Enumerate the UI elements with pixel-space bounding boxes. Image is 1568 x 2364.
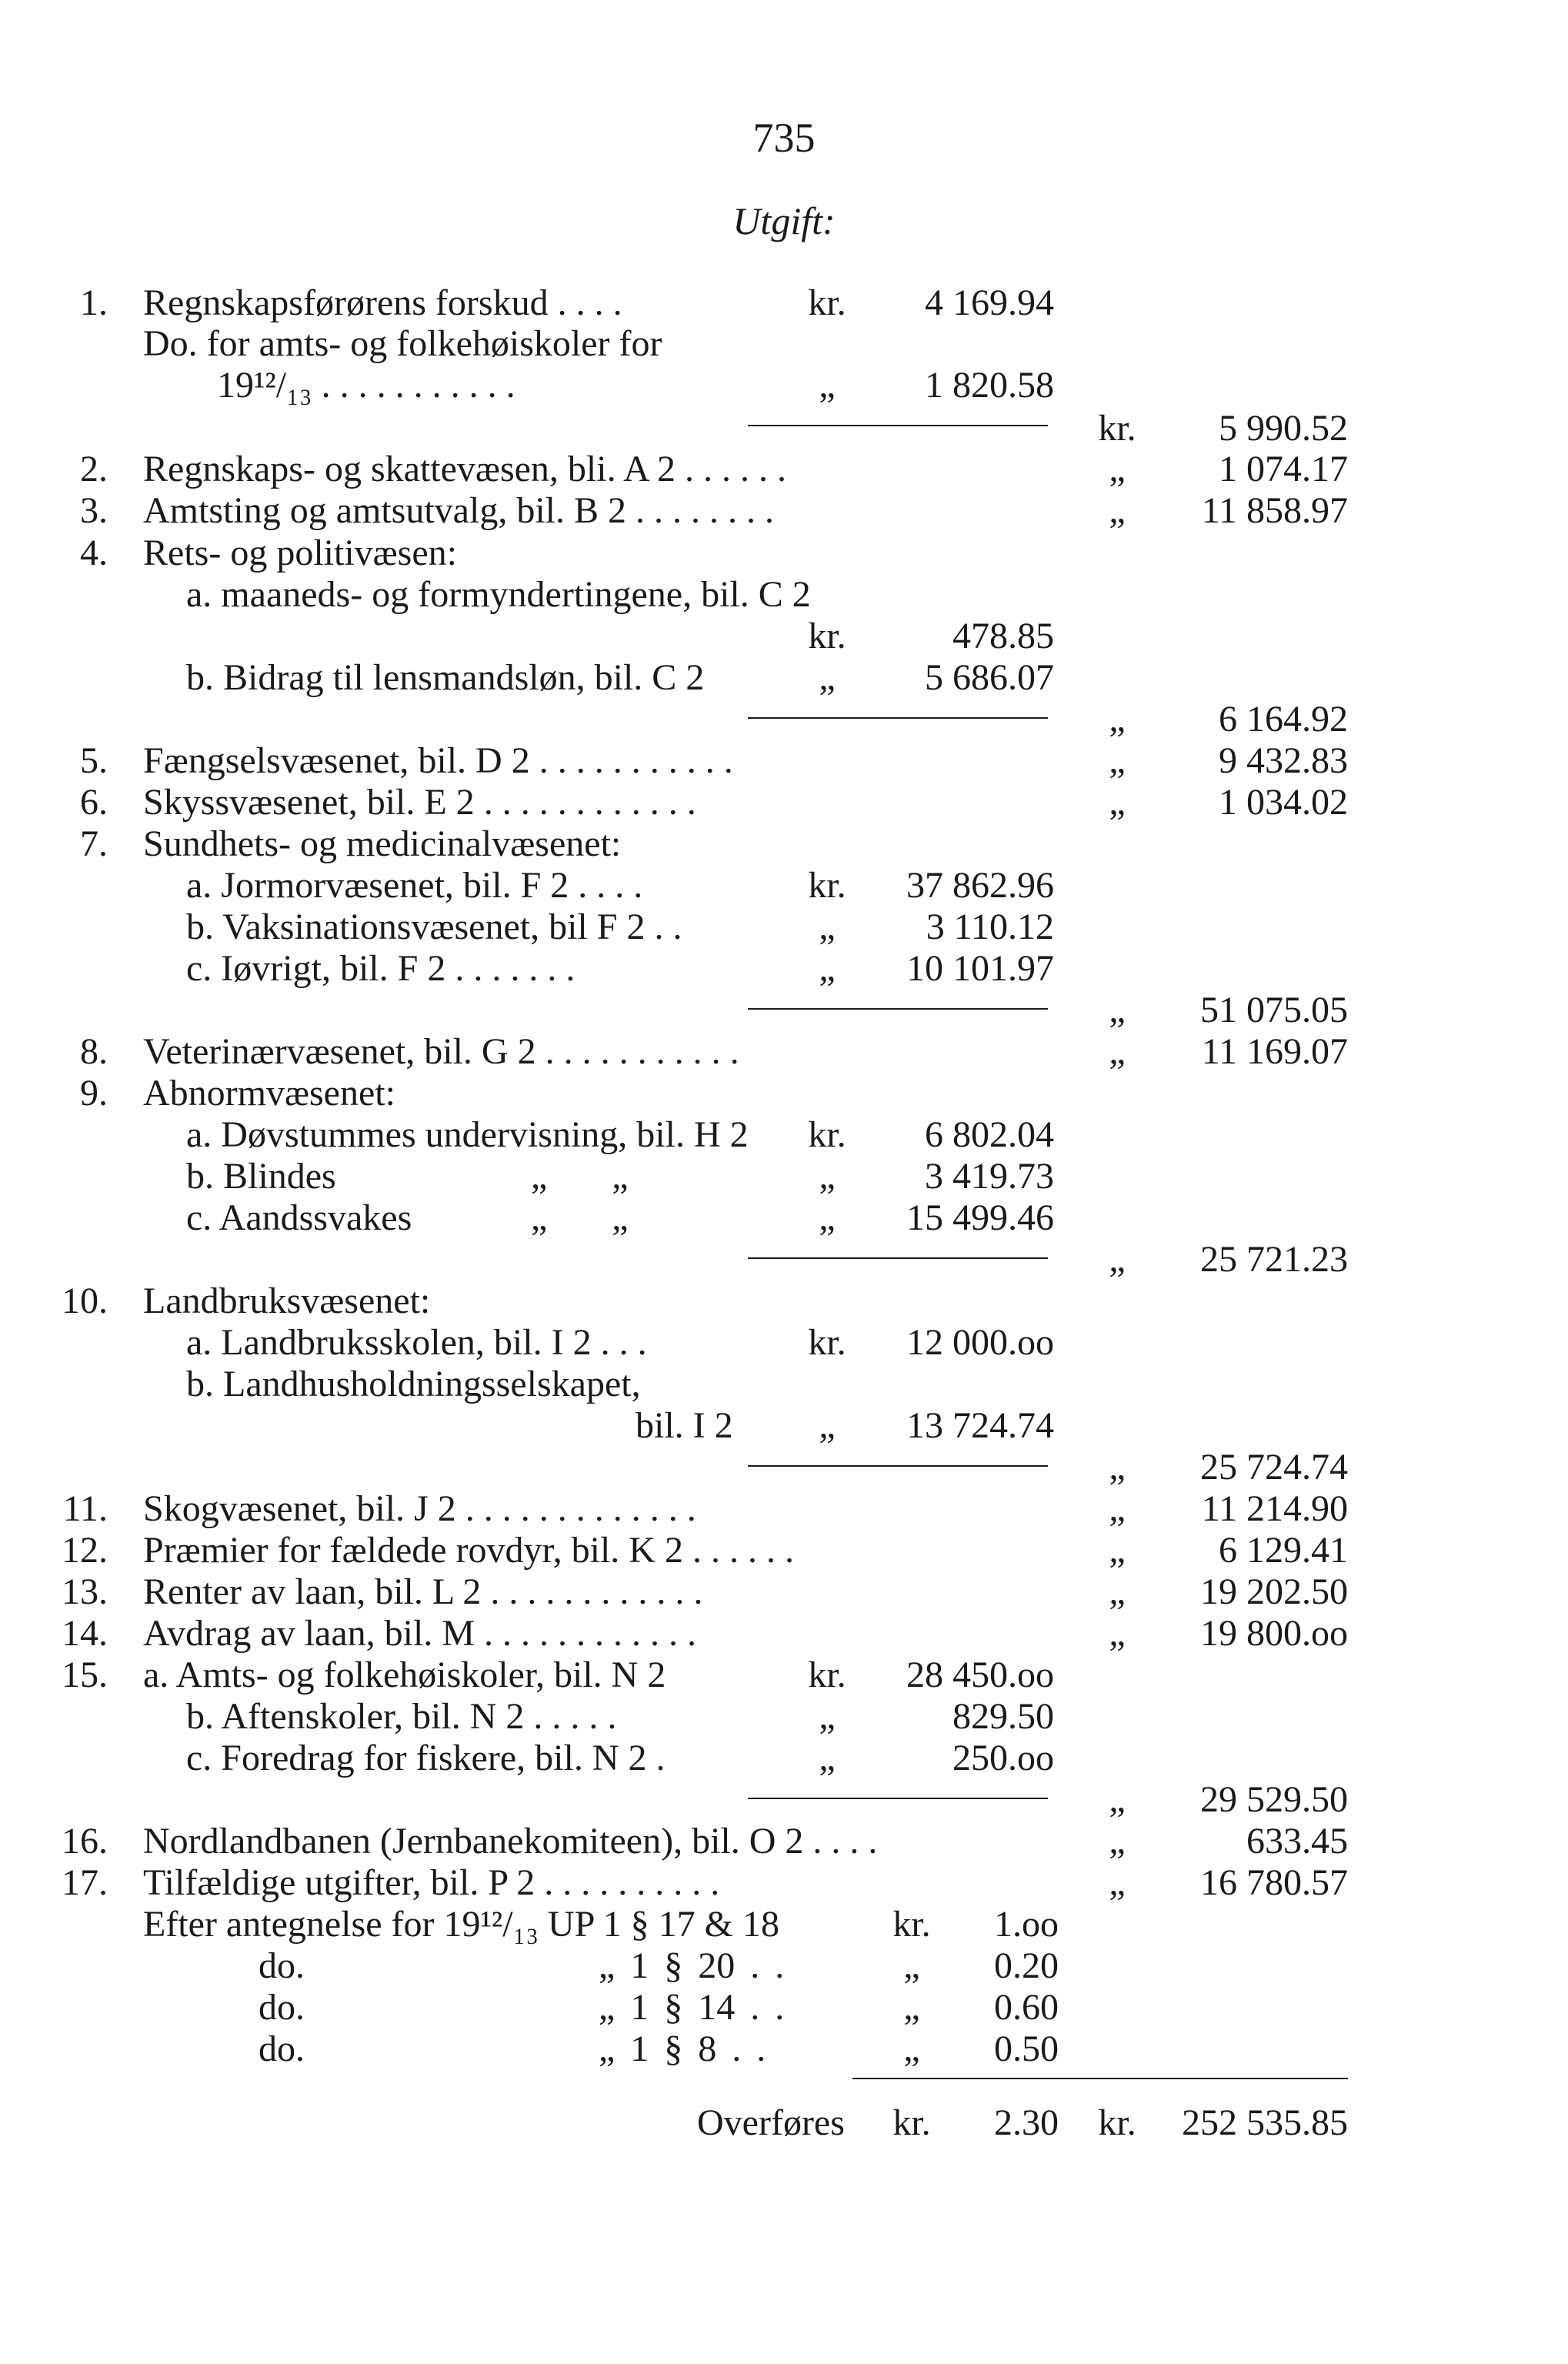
page-number: 735 — [752, 115, 816, 161]
list-item — [0, 489, 1568, 533]
item-number: 12. — [62, 1530, 108, 1571]
total-rule — [852, 2078, 1348, 2079]
list-item — [0, 1154, 1568, 1199]
item-description: Regnskapsførørens forskud . . . . — [143, 282, 622, 323]
item-description: Abnormvæsenet: — [143, 1073, 395, 1114]
ditto-mark: „ — [819, 1696, 836, 1737]
list-item — [0, 822, 1568, 866]
list-item — [0, 1487, 1568, 1531]
sub-amount: 4 169.94 — [925, 282, 1054, 323]
item-number: 7. — [80, 823, 108, 864]
currency-marker: kr. — [808, 1654, 846, 1695]
list-item — [0, 1653, 1568, 1698]
ditto-mark: „ — [1109, 1779, 1126, 1820]
ditto-mark: „ — [1109, 1447, 1126, 1488]
total-amount: 16 780.57 — [1200, 1862, 1348, 1903]
list-item — [0, 1944, 1568, 1988]
item-description: Renter av laan, bil. L 2 . . . . . . . . . . . . — [143, 1571, 703, 1612]
total-amount: 25 721.23 — [1200, 1239, 1348, 1280]
total-amount: 5 990.52 — [1219, 408, 1348, 449]
ditto-mark: „ — [1109, 1530, 1126, 1571]
list-item — [0, 863, 1568, 908]
total-label: Overføres — [697, 2102, 845, 2143]
ditto-mark: „ — [903, 1945, 920, 1986]
ditto-label: do. — [259, 2028, 305, 2069]
item-description: Veterinærvæsenet, bil. G 2 . . . . . . . . . . . — [143, 1031, 739, 1072]
ditto-mark: „ — [1109, 1488, 1126, 1529]
list-item — [0, 1445, 1568, 1490]
item-description: Tilfældige utgifter, bil. P 2 . . . . . . . . . . — [143, 1862, 720, 1903]
currency-marker: kr. — [808, 865, 846, 906]
total-amount: 633.45 — [1246, 1821, 1348, 1861]
list-item — [0, 1362, 1568, 1407]
ditto-mark: „ — [903, 1987, 920, 2028]
list-item — [0, 406, 1568, 451]
item-number: 17. — [62, 1862, 108, 1903]
item-description: Do. for amts- og folkehøiskoler for — [143, 323, 662, 364]
item-description: Efter antegnelse for 19¹²/₁₃ UP 1 § 17 & 18 — [143, 1904, 779, 1945]
item-reference: „ 1 § 20 . . — [599, 1945, 785, 1986]
sub-amount: 12 000.oo — [906, 1322, 1054, 1363]
ditto-mark: „ — [903, 2028, 920, 2069]
item-description: b. Aftenskoler, bil. N 2 . . . . . — [186, 1696, 617, 1737]
item-number: 5. — [80, 740, 108, 781]
sub-amount: 15 499.46 — [906, 1197, 1054, 1238]
item-number: 6. — [80, 782, 108, 823]
list-item — [0, 780, 1568, 825]
currency-marker: kr. — [892, 2102, 931, 2143]
list-item — [0, 322, 1568, 366]
ditto-mark: „ — [819, 657, 836, 698]
sub-amount: 28 450.oo — [906, 1654, 1054, 1695]
list-item — [0, 1030, 1568, 1074]
ditto-mark: „ — [1109, 740, 1126, 781]
item-number: 8. — [80, 1031, 108, 1072]
total-amount: 25 724.74 — [1200, 1447, 1348, 1488]
item-description: bil. I 2 — [636, 1405, 733, 1446]
list-item — [0, 1404, 1568, 1448]
total-amount: 19 202.50 — [1200, 1571, 1348, 1612]
list-item — [0, 1902, 1568, 1947]
ditto-mark: „ — [1109, 1613, 1126, 1654]
ditto-mark: „ — [1109, 1031, 1126, 1072]
list-item — [0, 1528, 1568, 1573]
ditto-mark: „ — [819, 948, 836, 989]
currency-marker: kr. — [808, 1114, 846, 1155]
sub-amount: 0.60 — [994, 1987, 1059, 2028]
currency-marker: kr. — [808, 616, 846, 656]
list-item — [0, 1113, 1568, 1157]
sub-amount: 1 820.58 — [925, 365, 1054, 406]
list-item — [0, 1279, 1568, 1324]
total-amount: 1 034.02 — [1219, 782, 1348, 823]
sub-total-amount: 2.30 — [994, 2102, 1059, 2143]
item-reference: „ 1 § 8 . . — [599, 2028, 766, 2069]
sub-amount: 5 686.07 — [925, 657, 1054, 698]
item-description: a. Døvstummes undervisning, bil. H 2 — [186, 1114, 749, 1155]
list-item — [0, 573, 1568, 617]
sub-amount: 10 101.97 — [906, 948, 1054, 989]
list-item — [0, 656, 1568, 700]
item-description: Skogvæsenet, bil. J 2 . . . . . . . . . . . . . — [143, 1488, 696, 1529]
ditto-mark: „ — [1109, 449, 1126, 489]
ditto-mark: „ — [819, 1156, 836, 1197]
total-amount: 11 169.07 — [1201, 1031, 1348, 1072]
total-amount: 19 800.oo — [1200, 1613, 1348, 1654]
ditto-mark: „ — [819, 365, 836, 406]
item-description: Fængselsvæsenet, bil. D 2 . . . . . . . . . . . — [143, 740, 733, 781]
ditto-label: do. — [259, 1987, 305, 2028]
list-item — [0, 531, 1568, 576]
section-heading: Utgift: — [732, 199, 836, 242]
total-amount: 1 074.17 — [1219, 449, 1348, 489]
ditto-label: do. — [259, 1945, 305, 1986]
list-item — [0, 1985, 1568, 2030]
item-description: Skyssvæsenet, bil. E 2 . . . . . . . . . . . . — [143, 782, 696, 823]
item-description: a. Landbruksskolen, bil. I 2 . . . — [186, 1322, 647, 1363]
list-item — [0, 988, 1568, 1033]
ditto-mark: „ — [819, 1738, 836, 1778]
item-number: 9. — [80, 1073, 108, 1114]
currency-marker: kr. — [1098, 2102, 1136, 2143]
item-description: Avdrag av laan, bil. M . . . . . . . . . . . . — [143, 1613, 696, 1654]
sub-amount: 13 724.74 — [906, 1405, 1054, 1446]
item-description: c. Foredrag for fiskere, bil. N 2 . — [186, 1738, 666, 1778]
item-number: 1. — [80, 282, 108, 323]
total-amount: 11 858.97 — [1201, 490, 1348, 531]
item-reference: „ 1 § 14 . . — [599, 1987, 785, 2028]
sub-amount: 250.oo — [952, 1738, 1054, 1778]
item-description: c. Aandssvakes — [186, 1197, 412, 1238]
ditto-mark: „ — [1109, 1571, 1126, 1612]
total-amount: 6 164.92 — [1219, 699, 1348, 740]
ditto-mark: „ — [1109, 1821, 1126, 1861]
item-number: 13. — [62, 1571, 108, 1612]
list-item — [0, 1819, 1568, 1864]
list-item — [0, 1071, 1568, 1116]
total-row — [0, 2101, 1568, 2145]
list-item — [0, 1861, 1568, 1905]
total-amount: 6 129.41 — [1219, 1530, 1348, 1571]
list-item — [0, 363, 1568, 408]
sub-amount: 0.20 — [994, 1945, 1059, 1986]
sub-amount: 6 802.04 — [925, 1114, 1054, 1155]
total-amount: 9 432.83 — [1219, 740, 1348, 781]
item-number: 2. — [80, 449, 108, 489]
item-number: 16. — [62, 1821, 108, 1861]
item-description: b. Vaksinationsvæsenet, bil F 2 . . — [186, 907, 682, 947]
item-description: a. Amts- og folkehøiskoler, bil. N 2 — [143, 1654, 666, 1695]
list-item — [0, 1611, 1568, 1656]
sub-amount: 0.50 — [994, 2028, 1059, 2069]
sub-amount: 37 862.96 — [906, 865, 1054, 906]
list-item — [0, 1695, 1568, 1739]
list-item — [0, 905, 1568, 950]
item-number: 14. — [62, 1613, 108, 1654]
list-item — [0, 281, 1568, 326]
ditto-marks: „ „ — [531, 1156, 629, 1197]
item-number: 11. — [62, 1488, 108, 1529]
item-description: Præmier for fældede rovdyr, bil. K 2 . . . . . . — [143, 1530, 794, 1571]
list-item — [0, 1570, 1568, 1614]
ditto-mark: „ — [819, 1197, 836, 1238]
ditto-mark: „ — [1109, 1239, 1126, 1280]
sub-amount: 3 110.12 — [926, 907, 1054, 947]
item-description: Amtsting og amtsutvalg, bil. B 2 . . . . . . . . — [143, 490, 775, 531]
list-item — [0, 447, 1568, 492]
item-number: 10. — [62, 1280, 108, 1321]
item-description: a. Jormorvæsenet, bil. F 2 . . . . — [186, 865, 643, 906]
ditto-mark: „ — [1109, 490, 1126, 531]
grand-total-amount: 252 535.85 — [1182, 2102, 1348, 2143]
list-item — [0, 697, 1568, 742]
list-item — [0, 1778, 1568, 1822]
item-description: a. maaneds- og formyndertingene, bil. C 2 — [186, 574, 811, 615]
item-description: b. Bidrag til lensmandsløn, bil. C 2 — [186, 657, 705, 698]
item-number: 15. — [62, 1654, 108, 1695]
sub-amount: 478.85 — [952, 616, 1054, 656]
item-description: Rets- og politivæsen: — [143, 533, 457, 573]
sub-amount: 3 419.73 — [925, 1156, 1054, 1197]
ditto-mark: „ — [1109, 699, 1126, 740]
ditto-mark: „ — [819, 1405, 836, 1446]
currency-marker: kr. — [808, 282, 846, 323]
item-description: Nordlandbanen (Jernbanekomiteen), bil. O 2 . . . . — [143, 1821, 878, 1861]
currency-marker: kr. — [808, 1322, 846, 1363]
item-description: Regnskaps- og skattevæsen, bli. A 2 . . . . . . — [143, 449, 786, 489]
list-item — [0, 1196, 1568, 1240]
list-item — [0, 947, 1568, 991]
total-amount: 51 075.05 — [1200, 990, 1348, 1030]
item-description: c. Iøvrigt, bil. F 2 . . . . . . . — [186, 948, 575, 989]
item-description: b. Blindes — [186, 1156, 336, 1197]
currency-marker: kr. — [892, 1904, 931, 1945]
item-description: Landbruksvæsenet: — [143, 1280, 431, 1321]
ditto-mark: „ — [1109, 782, 1126, 823]
list-item — [0, 1237, 1568, 1282]
list-item — [0, 1321, 1568, 1365]
list-item — [0, 2027, 1568, 2072]
total-amount: 11 214.90 — [1201, 1488, 1348, 1529]
list-item — [0, 1736, 1568, 1781]
item-number: 3. — [80, 490, 108, 531]
list-item — [0, 614, 1568, 659]
ditto-marks: „ „ — [531, 1197, 629, 1238]
list-item — [0, 739, 1568, 783]
ditto-mark: „ — [1109, 1862, 1126, 1903]
item-description: b. Landhusholdningsselskapet, — [186, 1364, 641, 1404]
currency-marker: kr. — [1098, 408, 1136, 449]
sub-amount: 1.oo — [994, 1904, 1059, 1945]
total-amount: 29 529.50 — [1200, 1779, 1348, 1820]
item-description: Sundhets- og medicinalvæsenet: — [143, 823, 622, 864]
ditto-mark: „ — [819, 907, 836, 947]
ditto-mark: „ — [1109, 990, 1126, 1030]
item-number: 4. — [80, 533, 108, 573]
item-description: 19¹²/₁₃ . . . . . . . . . . . — [217, 365, 515, 406]
sub-amount: 829.50 — [952, 1696, 1054, 1737]
